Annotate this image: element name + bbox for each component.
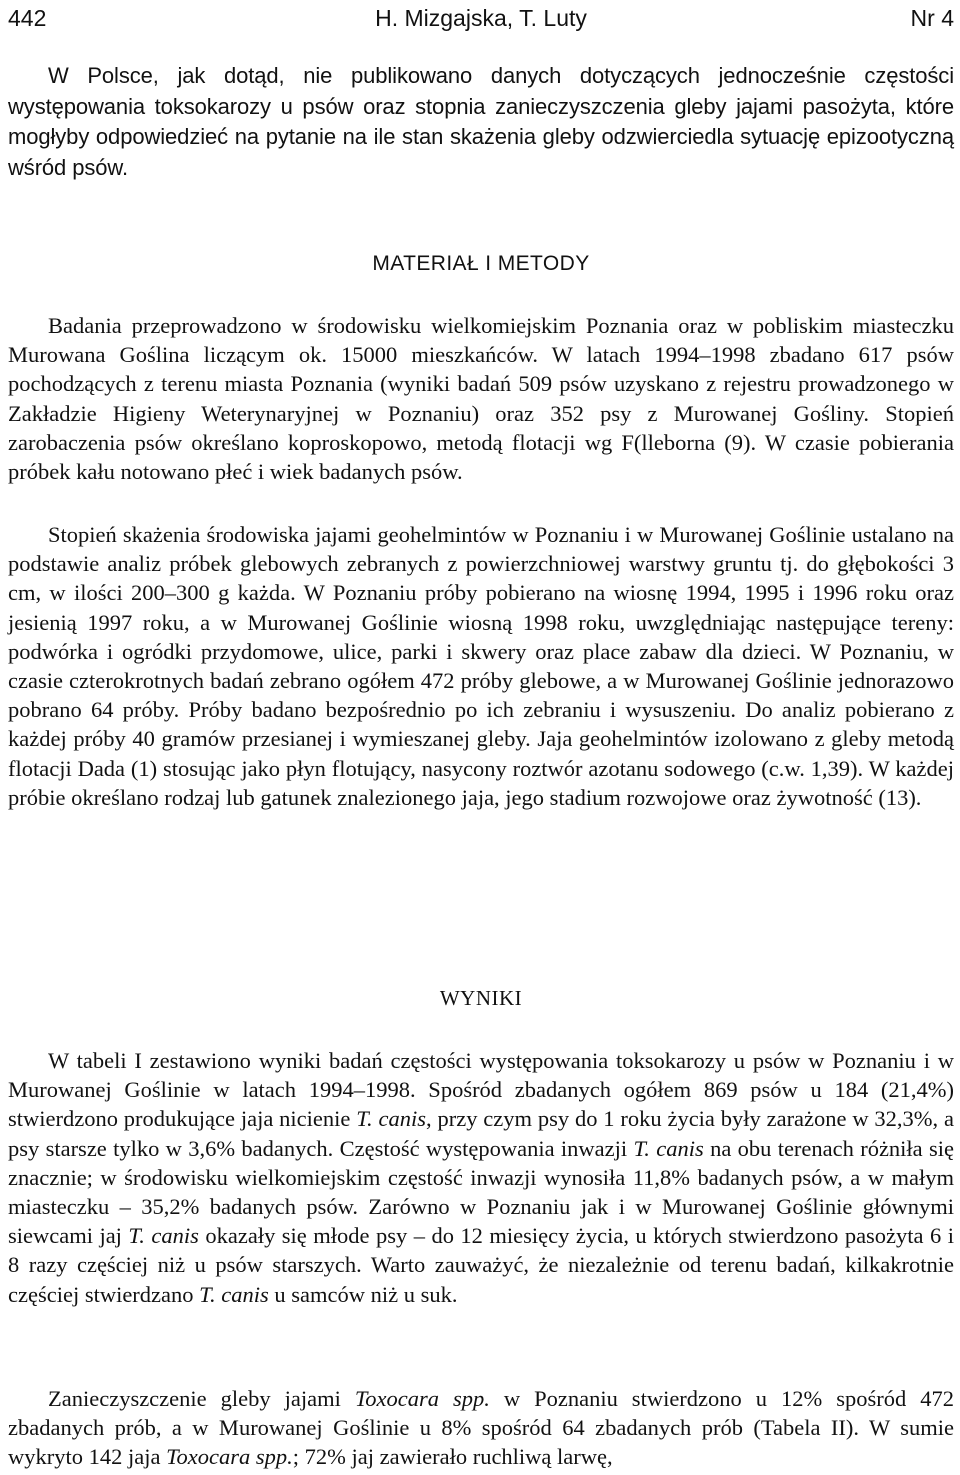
results-p2-text-a: Zanieczyszczenie gleby jajami xyxy=(48,1386,355,1411)
methods-paragraph-2: Stopień skażenia środowiska jajami geohelmintów w Poznaniu i w Murowanej Goślinie ustalano na podstawie analiz próbek glebowych zebranych z powierzchniowej warstwy gruntu tj. do głębokości 3 cm, w ilości 200–300 g każda. W Poznaniu próby pobierano na wiosnę 1994, 1995 i 1996 roku oraz jesienią 1997 roku, a w Murowanej Goślinie wiosną 1998 roku, uwzględniając następujące tereny: podwórka i ogródki przydomowe, ulice, parki i skwery oraz place zabaw dla dzieci. W Poznaniu, w czasie czterokrotnych badań zebrano ogółem 472 próby glebowe, a w Murowanej Goślinie jednorazowo pobrano 64 próby. Próby badano bezpośrednio po ich zebraniu i wysuszeniu. Do analiz pobierano z każdej próby 40 gramów przesianej i wymieszanej gleby. Jaja geohelmintów izolowano z gleby metodą flotacji Dada (1) stosując jako płyn flotujący, nasycony roztwór azotanu sodowego (c.w. 1,39). W każdej próbie określano rodzaj lub gatunek znalezionego jaja, jego stadium rozwojowe oraz żywotność (13). xyxy=(8,522,954,810)
results-p1-text-g: okazały się młode psy – do 12 miesięcy życia, u których stwierdzono pasożyta 6 i 8 razy częściej niż u psów starszych. Warto zauważyć, że niezależnie od terenu badań, kilkakrotnie częściej stwierdzano xyxy=(8,1223,954,1307)
results-heading: WYNIKI xyxy=(439,986,523,1010)
issue-number: Nr 4 xyxy=(910,5,954,31)
species-name-t-canis: T. canis xyxy=(633,1135,704,1161)
species-name-t-canis: T. canis xyxy=(356,1106,427,1132)
genus-name-toxocara: Toxocara spp. xyxy=(354,1386,490,1411)
results-p2-text-e: ; 72% jaj zawierało ruchliwą larwę, xyxy=(292,1444,613,1470)
results-p1-text-i: u samców niż u suk. xyxy=(268,1281,458,1307)
running-header xyxy=(8,2,954,34)
results-p1-text-c: , przy czym psy do 1 roku życia były zarażone w 32,3%, a psy starsze tylko w 3,6% badanych. Częstość występowania inwazji xyxy=(8,1106,955,1161)
methods-paragraph-1: Badania przeprowadzono w środowisku wielkomiejskim Poznania oraz w pobliskim miasteczku Murowana Goślina liczącym ok. 15000 mieszkańców. W latach 1994–1998 zbadano 617 psów pochodzących z terenu miasta Poznania (wyniki badań 509 psów uzyskano z rejestru prowadzonego w Zakładzie Higieny Weterynaryjnej w Poznaniu) oraz 352 psy z Murowanej Gośliny. Stopień zarobaczenia psów określano koproskopowo, metodą flotacji wg F(lleborna (9). W czasie pobierania próbek kału notowano płeć i wiek badanych psów. xyxy=(8,313,954,485)
results-paragraph-2 xyxy=(8,1384,954,1472)
results-p2-text-c: w Poznaniu stwierdzono u 12% spośród 472 zbadanych prób, a w Murowanej Goślinie u 8% spośród 64 zbadanych prób (Tabela II). W sumie wykryto 142 jaja xyxy=(8,1386,954,1470)
results-paragraph-1 xyxy=(8,1046,954,1309)
species-name-t-canis: T. canis xyxy=(199,1281,269,1307)
page-number: 442 xyxy=(8,5,47,31)
species-name-t-canis: T. canis xyxy=(128,1223,199,1249)
running-authors: H. Mizgajska, T. Luty xyxy=(375,5,587,31)
intro-paragraph: W Polsce, jak dotąd, nie publikowano danych dotyczących jednocześnie częstości występowania toksokarozy u psów oraz stopnia zanieczyszczenia gleby jajami pasożyta, które mogłyby odpowiedzieć na pytanie na ile stan skażenia gleby odzwierciedla sytuację epizootyczną wśród psów. xyxy=(8,63,954,180)
genus-name-toxocara: Toxocara spp. xyxy=(166,1444,293,1470)
results-p1-text-e: na obu terenach różniła się znacznie; w środowisku wielkomiejskim częstość inwazji wynosiła 11,8% badanych psów, a w małym miasteczku – 35,2% badanych psów. Zarówno w Poznaniu jak i w Murowanej Goślinie głównymi siewcami jaj xyxy=(8,1135,954,1249)
methods-heading: MATERIAŁ I METODY xyxy=(372,252,590,275)
journal-page xyxy=(8,0,954,1475)
results-p1-text-a: W tabeli I zestawiono wyniki badań częstości występowania toksokarozy u psów w Poznaniu i w Murowanej Goślinie w latach 1994–1998. Spośród zbadanych ogółem 869 psów u 184 (21,4%) stwierdzono produkujące jaja nicienie xyxy=(8,1048,954,1132)
